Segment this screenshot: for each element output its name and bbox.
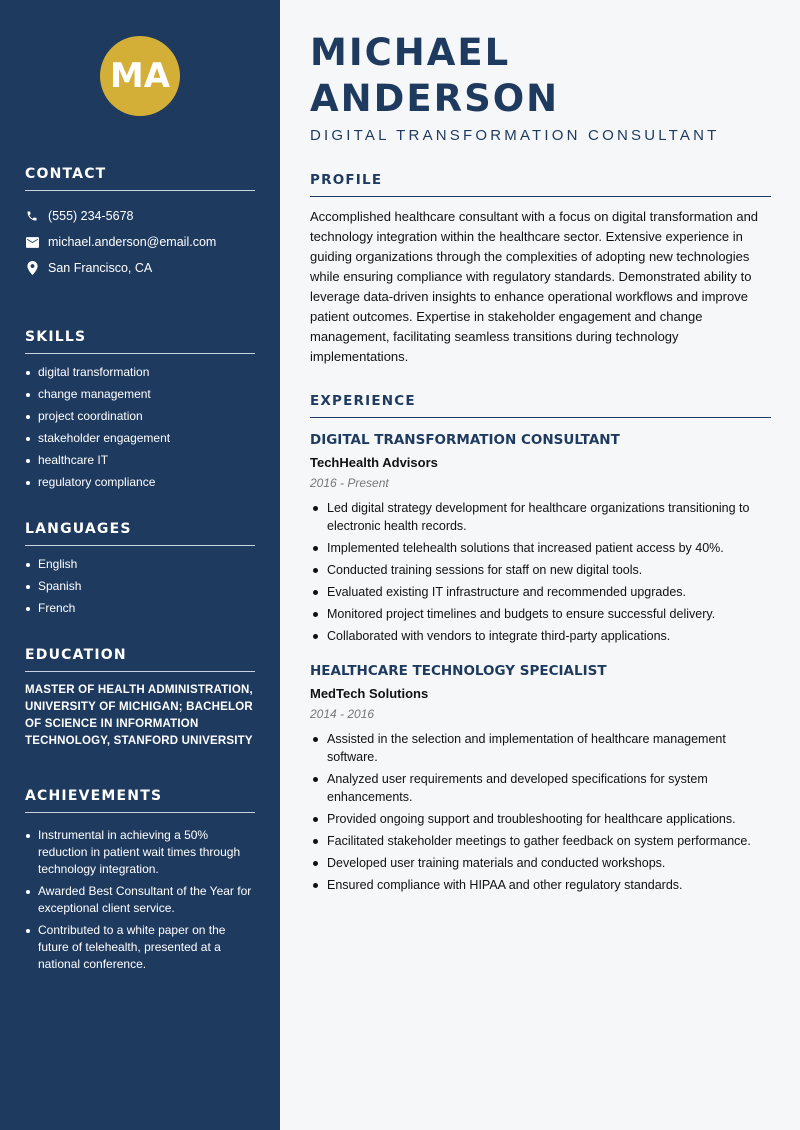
phone-icon xyxy=(25,209,39,223)
skill-item: regulatory compliance xyxy=(25,474,255,491)
job-bullets xyxy=(310,499,771,645)
job-bullet: Provided ongoing support and troubleshooting for healthcare applications. xyxy=(310,810,771,828)
contact-list xyxy=(25,203,255,281)
job-bullet: Led digital strategy development for healthcare organizations transitioning to electronic health records. xyxy=(310,499,771,535)
contact-email xyxy=(25,229,255,255)
languages-heading: LANGUAGES xyxy=(25,521,255,546)
skills-section xyxy=(25,329,255,491)
contact-location xyxy=(25,255,255,281)
job-bullet: Collaborated with vendors to integrate third-party applications. xyxy=(310,627,771,645)
job-dates: 2014 - 2016 xyxy=(310,707,375,721)
job-bullet: Monitored project timelines and budgets to ensure successful delivery. xyxy=(310,605,771,623)
email-text: michael.anderson@email.com xyxy=(48,235,217,249)
job-bullet: Assisted in the selection and implementation of healthcare management software. xyxy=(310,730,771,766)
avatar: MA xyxy=(100,36,180,116)
skill-item: stakeholder engagement xyxy=(25,430,255,447)
job-title: DIGITAL TRANSFORMATION CONSULTANT xyxy=(310,432,620,448)
person-name: MICHAEL ANDERSON xyxy=(310,31,560,120)
phone-text: (555) 234-5678 xyxy=(48,209,134,223)
skill-item: project coordination xyxy=(25,408,255,425)
company-name: TechHealth Advisors xyxy=(310,455,438,470)
job-entry xyxy=(310,432,771,645)
languages-section xyxy=(25,521,255,617)
job-bullet: Ensured compliance with HIPAA and other regulatory standards. xyxy=(310,876,771,894)
profile-text: Accomplished healthcare consultant with a focus on digital transformation and technology integration within the healthcare sector. Extensive experience in guiding organizations through the complexities of adopting new technologies while ensuring compliance with regulatory standards. Demonstrated ability to leverage data-driven insights to enhance operational workflows and improve patient outcomes. Expertise in stakeholder engagement and change management, facilitating seamless transitions during technology implementations. xyxy=(310,209,759,364)
education-section xyxy=(25,647,255,750)
language-item: English xyxy=(25,556,255,573)
achievement-item: Instrumental in achieving a 50% reduction in patient wait times through technology integration. xyxy=(25,827,255,878)
job-title: HEALTHCARE TECHNOLOGY SPECIALIST xyxy=(310,663,607,679)
sidebar xyxy=(0,0,280,1130)
achievement-item: Awarded Best Consultant of the Year for exceptional client service. xyxy=(25,883,255,917)
achievements-heading: ACHIEVEMENTS xyxy=(25,788,255,813)
job-bullets xyxy=(310,730,771,894)
contact-heading: CONTACT xyxy=(25,166,255,191)
achievements-list xyxy=(25,827,255,973)
language-item: Spanish xyxy=(25,578,255,595)
location-text: San Francisco, CA xyxy=(48,261,153,275)
language-item: French xyxy=(25,600,255,617)
job-bullet: Implemented telehealth solutions that increased patient access by 40%. xyxy=(310,539,771,557)
job-bullet: Conducted training sessions for staff on new digital tools. xyxy=(310,561,771,579)
languages-list xyxy=(25,556,255,617)
job-title-subtitle: DIGITAL TRANSFORMATION CONSULTANT xyxy=(310,127,720,144)
main-content xyxy=(280,0,800,1130)
contact-section xyxy=(25,166,255,281)
profile-heading: PROFILE xyxy=(310,172,771,197)
contact-phone xyxy=(25,203,255,229)
education-text: MASTER OF HEALTH ADMINISTRATION, UNIVERSITY OF MICHIGAN; BACHELOR OF SCIENCE IN INFORMATION TECHNOLOGY, STANFORD UNIVERSITY xyxy=(25,684,253,747)
profile-section xyxy=(310,172,771,367)
job-entry xyxy=(310,663,771,894)
education-heading: EDUCATION xyxy=(25,647,255,672)
achievements-section xyxy=(25,788,255,973)
email-icon xyxy=(25,235,39,249)
experience-heading: EXPERIENCE xyxy=(310,393,771,418)
skill-item: digital transformation xyxy=(25,364,255,381)
job-bullet: Evaluated existing IT infrastructure and recommended upgrades. xyxy=(310,583,771,601)
location-pin-icon xyxy=(25,261,39,275)
skills-heading: SKILLS xyxy=(25,329,255,354)
company-name: MedTech Solutions xyxy=(310,686,429,701)
job-bullet: Analyzed user requirements and developed specifications for system enhancements. xyxy=(310,770,771,806)
skills-list xyxy=(25,364,255,491)
job-dates: 2016 - Present xyxy=(310,476,389,490)
experience-section xyxy=(310,393,771,894)
skill-item: change management xyxy=(25,386,255,403)
skill-item: healthcare IT xyxy=(25,452,255,469)
job-bullet: Developed user training materials and conducted workshops. xyxy=(310,854,771,872)
job-bullet: Facilitated stakeholder meetings to gather feedback on system performance. xyxy=(310,832,771,850)
achievement-item: Contributed to a white paper on the future of telehealth, presented at a national conference. xyxy=(25,922,255,973)
